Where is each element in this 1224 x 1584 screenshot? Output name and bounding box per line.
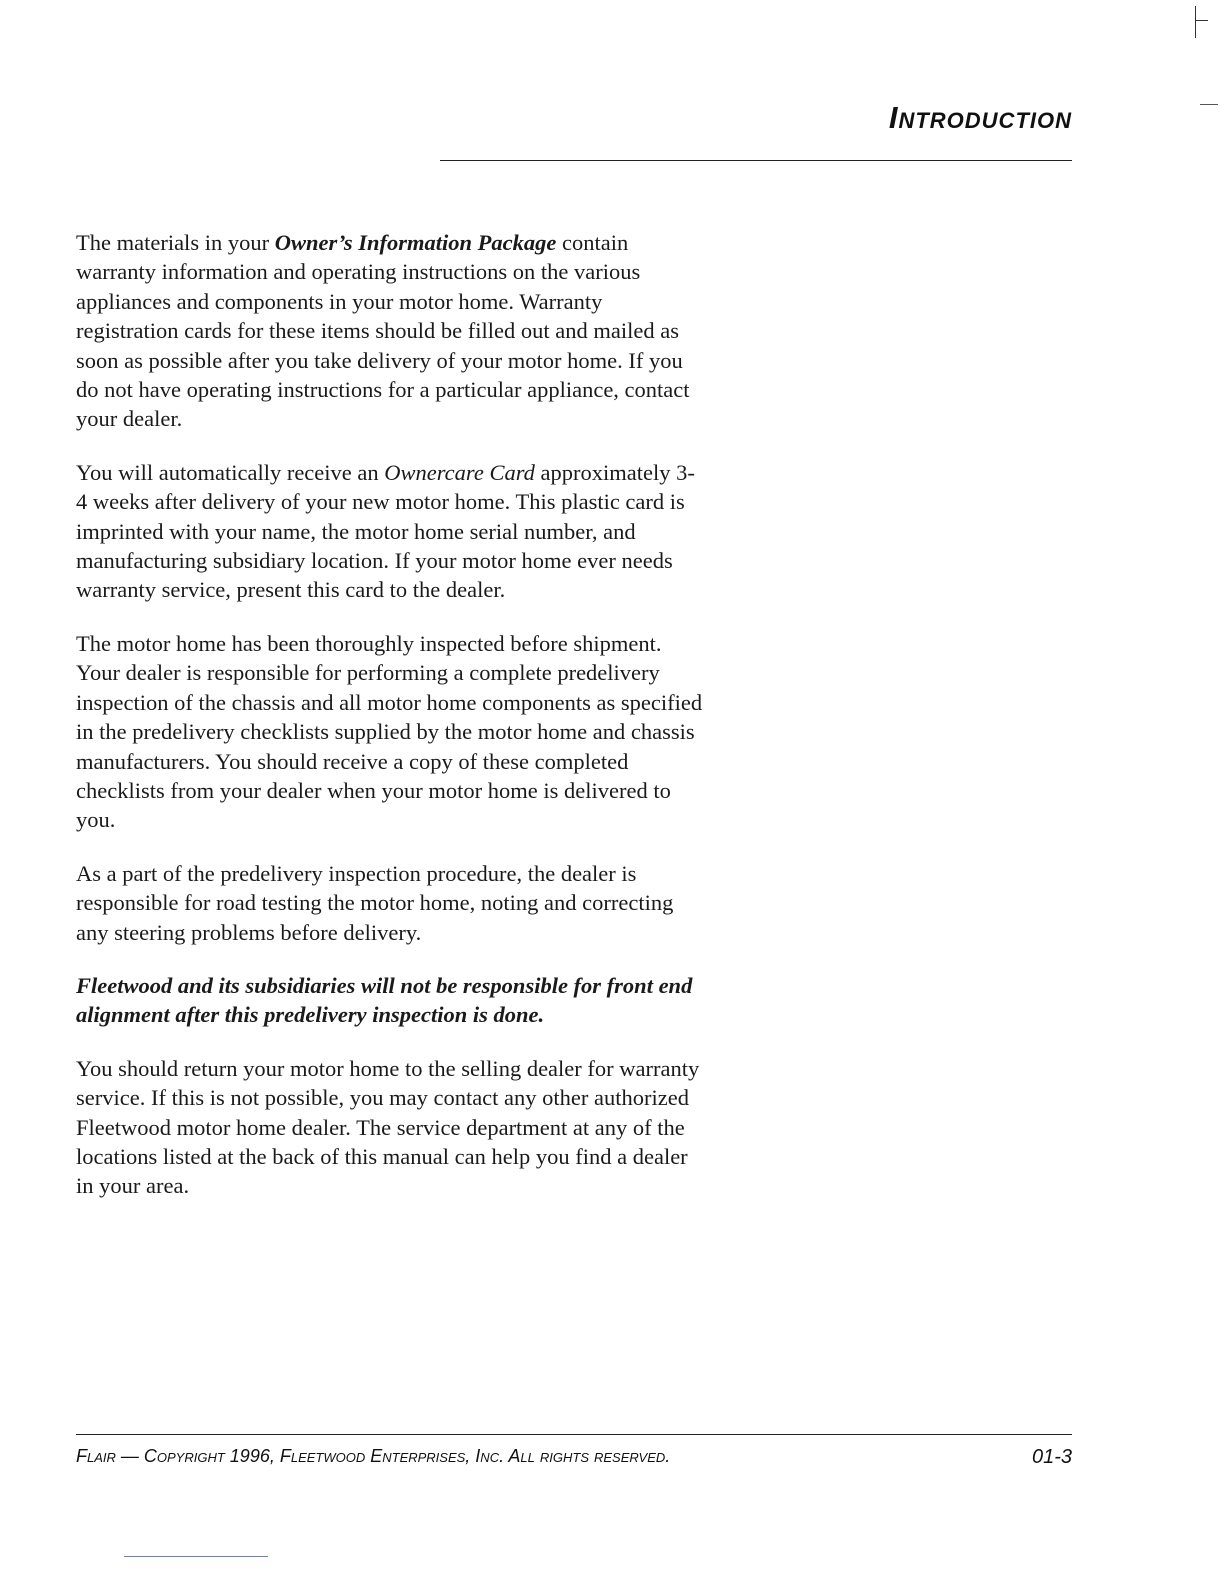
header-divider	[440, 160, 1072, 161]
crop-mark	[1195, 6, 1210, 38]
card-title: Ownercare Card	[384, 459, 535, 485]
paragraph-owners-package	[76, 228, 706, 434]
paragraph-ownercare-card	[76, 458, 706, 605]
section-title: Introduction	[888, 100, 1072, 135]
page-number: 01-3	[1031, 1446, 1072, 1468]
footer-divider	[76, 1434, 1072, 1435]
paragraph-text: contain warranty information and operating instructions on the various appliances and components in your motor home. Warranty registration cards for these items should be filled out and mailed as soon as possible after you take delivery of your motor home. If you do not have operating instructions for a particular appliance, contact your dealer.	[76, 230, 690, 432]
package-title: Owner’s Information Package	[274, 230, 557, 255]
paragraph-text: The materials in your	[76, 230, 275, 255]
paragraph-text: You will automatically receive an	[76, 459, 385, 485]
paragraph-inspection: The motor home has been thoroughly inspected before shipment. Your dealer is responsible for performing a complete predelivery inspection of the chassis and all motor home components as specified in the predelivery checklists supplied by the motor home and chassis manufacturers. You should receive a copy of these completed checklists from your dealer when your motor home is delivered to you.	[76, 630, 703, 833]
body-text	[76, 228, 706, 1225]
alignment-disclaimer: Fleetwood and its subsidiaries will not be responsible for front end alignment after this predelivery inspection is done.	[76, 972, 693, 1028]
crop-mark-dash	[1200, 104, 1218, 105]
paragraph-warranty-service: You should return your motor home to the selling dealer for warranty service. If this is not possible, you may contact any other authorized Fleetwood motor home dealer. The service department at any of the locations listed at the back of this manual can help you find a dealer in your area.	[76, 1055, 700, 1199]
bottom-rule	[124, 1556, 268, 1557]
paragraph-text: approximately 3-4 weeks after delivery of your new motor home. This plastic card is imprinted with your name, the motor home serial number, and manufacturing subsidiary location. If your motor home ever needs warranty service, present this card to the dealer.	[76, 459, 695, 603]
copyright-notice: Flair — Copyright 1996, Fleetwood Enterprises, Inc. All rights reserved.	[76, 1446, 671, 1466]
paragraph-road-testing: As a part of the predelivery inspection procedure, the dealer is responsible for road testing the motor home, noting and correcting any steering problems before delivery.	[76, 860, 674, 945]
